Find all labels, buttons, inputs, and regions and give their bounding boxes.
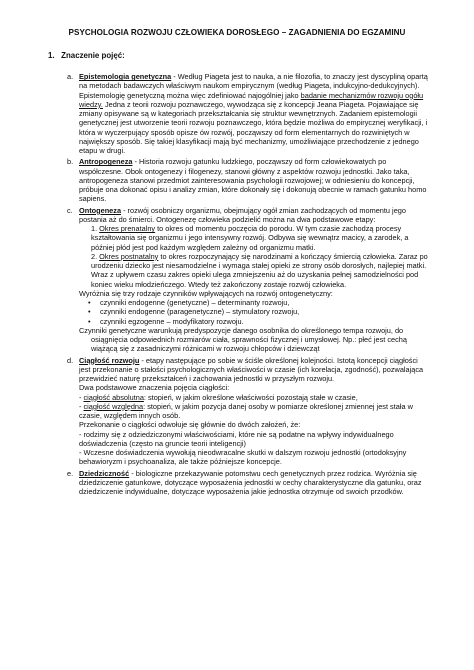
- item-text: to okres od momentu poczęcia do porodu. W tym czasie zachodzą procesy kształtowania się organizmu i jego intensywny rozwój. Odbywa się wewnątrz macicy, a zarodek, a później płód jest pod każdym względem zależny od organizmu matki.: [91, 224, 409, 252]
- bullet-text: czynniki endogenne (paragenetyczne) – stymulatory rozwoju,: [100, 307, 300, 317]
- item-paragraph: [79, 206, 430, 225]
- bullet-icon: •: [88, 298, 91, 308]
- list-marker: e.: [67, 468, 74, 478]
- assumption-line: - rodzimy się z odziedziczonymi właściwościami, które nie są podatne na wpływy indywidualnego doświadczenia (często na gruncie teorii inteligencji): [79, 429, 394, 448]
- bullet-item: [79, 307, 430, 316]
- bullet-icon: •: [88, 316, 91, 326]
- bullet-item: [79, 317, 430, 326]
- dash: -: [79, 392, 82, 402]
- assumptions-intro: Przekonanie o ciągłości odwołuje się głównie do dwóch założeń, że:: [79, 420, 301, 430]
- item-text: Jedna z teorii rozwoju poznawczego, wywodząca się z koncepcji Jeana Piageta. Pojawiające się zmiany opisywane są w kategoriach przekształcania się struktur wewnętrznych. Zadaniem epistemologii genetycznej jest utworzenie teorii rozwoju poznawczego, która będzie możliwa do empirycznej weryfikacji, i która w wyczerpujący sposób opisze ów rozwój, począwszy od form elementarnych do rozwiniętych w największy sposób. Się takiej klasyfikacji mają być mechanizmy, umożliwiające przechodzenie z jednego etapu w drugi.: [79, 99, 428, 156]
- item-paragraph: [79, 72, 430, 155]
- item-text: - biologiczne przekazywanie potomstwu cech genetycznych przez rodzica. Wyróżnia się dziedziczenie gatunkowe, dotyczące wyposażenia jednostki w cechy charakterystyczne dla gatunku, oraz dziedziczenie indywidualne, dotyczące wyposażenia jakie jednostka otrzymuje od swoich przodków.: [79, 468, 422, 497]
- list-item: [44, 469, 430, 497]
- factors-intro: Wyróżnia się trzy rodzaje czynników wpływających na rozwój ontogenetyczny:: [79, 288, 333, 298]
- list-item: [44, 356, 430, 467]
- list-marker: d.: [67, 355, 74, 365]
- item-text: - etapy następujące po sobie w ściśle określonej kolejności. Istotą koncepcji ciągłości jest przekonanie o stałości psychologicznych właściwości w czasie (ich korelacja, zgodność), pozwalająca przewidzieć naturę przekształceń i zachowania jednostki w przyszłym rozwoju.: [79, 355, 424, 384]
- section-heading: [48, 51, 430, 61]
- term-absolute: ciągłość absolutna: [83, 392, 144, 402]
- dash: -: [79, 401, 82, 411]
- list-marker: b.: [67, 157, 74, 167]
- bullet-icon: •: [88, 307, 91, 317]
- terms-list: [44, 72, 430, 496]
- list-marker: c.: [67, 205, 73, 215]
- assumption-line: - Wczesne doświadczenia wywołują nieodwracalne skutki w dalszym rozwoju jednostki (ortodoksyjny behawioryzm i psychoanaliza, ale także późniejsze koncepcje.: [79, 448, 407, 467]
- meaning-line: [79, 393, 430, 402]
- term-ontogeneza: Ontogeneza: [79, 205, 122, 215]
- item-text: - Historia rozwoju gatunku ludzkiego, począwszy od form człowiekowatych po współczesne. Obok ontogenezy i filogenezy, stanowi główny z aspektów rozwoju jednostki. Jako taka, antropogeneza stanowi przedmiot zainteresowania psychologii rozwojowej; w odniesieniu do koncepcji, próbuje ona dokonać opisu i analizy zmian, które dokonały się i dokonują obecnie w ramach gatunku homo sapiens.: [79, 157, 427, 204]
- sub-intro: Dwa podstawowe znaczenia pojęcia ciągłości:: [79, 383, 230, 393]
- term-dziedzicznosc: Dziedziczność: [79, 468, 130, 478]
- item-paragraph: [79, 157, 430, 203]
- term-prenatal: Okres prenatalny: [99, 224, 156, 234]
- item-text: - rozwój osobniczy organizmu, obejmujący ogół zmian zachodzących od momentu jego postania aż do śmierci. Ontogenezę człowieka podzielić można na dwa podstawowe etapy:: [79, 205, 406, 224]
- item-paragraph: Czynniki genetyczne warunkują predyspozycje danego osobnika do określonego tempa rozwoju, do osiągnięcia odpowiednich rozmiarów ciała, sprawności fizycznej i umysłowej. Np.: płeć jest cechą wiążącą się z zasadniczymi różnicami w rozwoju chłopców i dziewcząt: [79, 325, 407, 354]
- list-item: [44, 72, 430, 155]
- section-number: 1.: [48, 51, 55, 61]
- bullet-item: [79, 298, 430, 307]
- bullet-text: czynniki endogenne (genetyczne) – determinanty rozwoju,: [100, 298, 290, 308]
- item-text: : stopień, w jakim określone właściwości pozostają stałe w czasie,: [143, 392, 358, 402]
- numbered-paragraph: [79, 252, 430, 289]
- page-title: PSYCHOLOGIA ROZWOJU CZŁOWIEKA DOROSŁEGO – ZAGADNIENIA DO EGZAMINU: [68, 28, 406, 37]
- item-text: - Według Piageta jest to nauka, a nie filozofia, to znaczy jest dyscypliną opartą na metodach badawczych właściwym naukom empirycznym (według Piageta, indukcyjno-dedukcyjnych). Epistemologię genetyczną można więc zdefiniować najogólniej jako: [79, 72, 428, 100]
- term-antropogeneza: Antropogeneza: [79, 157, 133, 167]
- term-epistemologia: Epistemologia genetyczna: [79, 72, 172, 82]
- list-marker: a.: [67, 72, 74, 82]
- bullet-text: czynniki egzogenne – modyfikatory rozwoju.: [100, 316, 244, 326]
- item-paragraph: [79, 356, 430, 384]
- term-relative: ciągłość względna: [83, 401, 144, 411]
- list-item: [44, 157, 430, 203]
- item-text: : stopień, w jakim pozycja danej osoby w pomiarze określonej zmiennej jest stała w czasie, względem innych osób.: [79, 401, 413, 421]
- item-paragraph: [79, 469, 430, 497]
- numbered-paragraph: [79, 224, 430, 252]
- term-ciaglosc: Ciągłość rozwoju: [79, 355, 140, 365]
- paragraph-number: 1.: [91, 224, 98, 234]
- meaning-line: [79, 402, 430, 421]
- underlined-phrase: badanie mechanizmów rozwoju ogółu wiedzy.: [79, 90, 424, 109]
- paragraph-number: 2.: [91, 251, 98, 261]
- item-text: to okres rozpoczynający się narodzinami a kończący śmiercią człowieka. Zaraz po urodzeniu dziecko jest niesamodzielne i wymaga stałej opieki ze strony osób dorosłych, najlepiej matki. Wraz z upływem czasu zakres opieki ulega zmniejszeniu aż do uzyskania pełnej samodzielności pod koniec wieku młodzieńczego. Wtedy też zakończony zostaje rozwój człowieka.: [91, 251, 428, 289]
- section-heading-text: Znaczenie pojęć:: [61, 51, 125, 61]
- term-postnatal: Okres postnatalny: [99, 251, 159, 261]
- list-item: [44, 206, 430, 354]
